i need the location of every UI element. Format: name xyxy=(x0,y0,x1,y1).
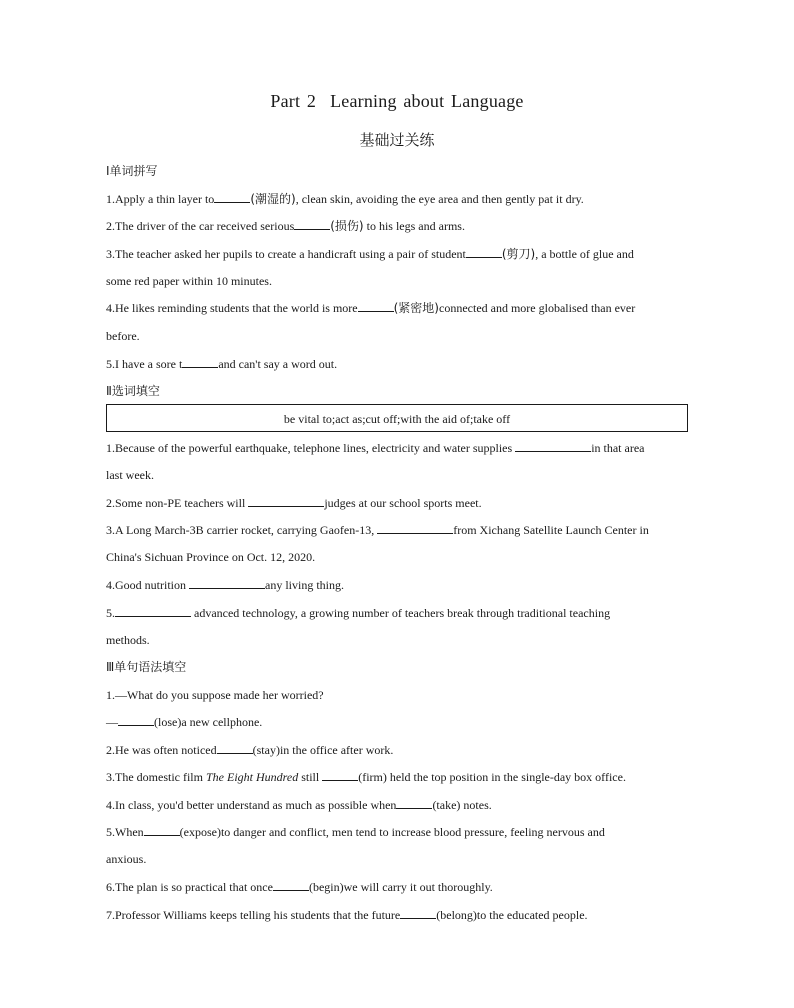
s3-item-1: 1.—What do you suppose made her worried? xyxy=(106,688,324,702)
answer-blank[interactable] xyxy=(115,605,191,617)
title-topic: Learning about Language xyxy=(330,91,524,111)
answer-blank[interactable] xyxy=(396,797,432,809)
s1-item-4: 4.He likes reminding students that the world is more (紧密地)connected and more globalised than ever xyxy=(106,301,636,315)
page-title xyxy=(0,91,794,112)
s1-item-4-cont: before. xyxy=(106,329,140,343)
answer-blank[interactable] xyxy=(466,246,502,258)
s1-item-1: 1.Apply a thin layer to (潮湿的), clean skin, avoiding the eye area and then gently pat it dry. xyxy=(106,192,584,206)
title-part: Part 2 xyxy=(270,91,317,111)
section1-heading: Ⅰ单词拼写 xyxy=(106,164,158,178)
answer-blank[interactable] xyxy=(294,218,330,230)
answer-blank[interactable] xyxy=(189,577,265,589)
answer-blank[interactable] xyxy=(515,440,591,452)
s2-item-5-cont: methods. xyxy=(106,633,150,647)
s3-item-5-cont: anxious. xyxy=(106,852,147,866)
s1-item-3-cont: some red paper within 10 minutes. xyxy=(106,274,272,288)
s1-item-5: 5.I have a sore t and can't say a word out. xyxy=(106,357,338,371)
s3-item-1-answer: — (lose)a new cellphone. xyxy=(106,715,263,729)
page-subtitle: 基础过关练 xyxy=(359,131,435,149)
s2-item-5: 5. advanced technology, a growing number of teachers break through traditional teaching xyxy=(106,606,611,620)
s3-item-2: 2.He was often noticed (stay)in the office after work. xyxy=(106,743,394,757)
answer-blank[interactable] xyxy=(118,714,154,726)
answer-blank[interactable] xyxy=(217,742,253,754)
answer-blank[interactable] xyxy=(248,495,324,507)
s3-item-6: 6.The plan is so practical that once (begin)we will carry it out thoroughly. xyxy=(106,880,493,894)
s1-item-2: 2.The driver of the car received serious (损伤) to his legs and arms. xyxy=(106,219,465,233)
s3-item-5: 5.When (expose)to danger and conflict, men tend to increase blood pressure, feeling nervous and xyxy=(106,825,605,839)
answer-blank[interactable] xyxy=(144,824,180,836)
answer-blank[interactable] xyxy=(322,769,358,781)
s1-item-3: 3.The teacher asked her pupils to create a handicraft using a pair of student (剪刀), a bottle of glue and xyxy=(106,247,634,261)
section3-heading: Ⅲ单句语法填空 xyxy=(106,660,187,674)
s3-item-7: 7.Professor Williams keeps telling his students that the future (belong)to the educated people. xyxy=(106,908,588,922)
s2-item-1-cont: last week. xyxy=(106,468,154,482)
s2-item-2: 2.Some non-PE teachers will judges at our school sports meet. xyxy=(106,496,482,510)
answer-blank[interactable] xyxy=(400,907,436,919)
s3-item-4: 4.In class, you'd better understand as much as possible when (take) notes. xyxy=(106,798,492,812)
answer-blank[interactable] xyxy=(273,879,309,891)
answer-blank[interactable] xyxy=(214,191,250,203)
section2-heading: Ⅱ选词填空 xyxy=(106,384,160,398)
answer-blank[interactable] xyxy=(358,300,394,312)
s2-item-3: 3.A Long March-3B carrier rocket, carrying Gaofen-13, from Xichang Satellite Launch Center in xyxy=(106,523,649,537)
s2-item-4: 4.Good nutrition any living thing. xyxy=(106,578,344,592)
word-bank-box: be vital to;act as;cut off;with the aid of;take off xyxy=(106,404,688,432)
s3-item-3: 3.The domestic film The Eight Hundred still (firm) held the top position in the single-day box office. xyxy=(106,770,626,784)
answer-blank[interactable] xyxy=(182,356,218,368)
answer-blank[interactable] xyxy=(377,522,453,534)
s2-item-1: 1.Because of the powerful earthquake, telephone lines, electricity and water supplies in that area xyxy=(106,441,645,455)
s2-item-3-cont: China's Sichuan Province on Oct. 12, 2020. xyxy=(106,550,316,564)
film-title: The Eight Hundred xyxy=(205,770,299,784)
